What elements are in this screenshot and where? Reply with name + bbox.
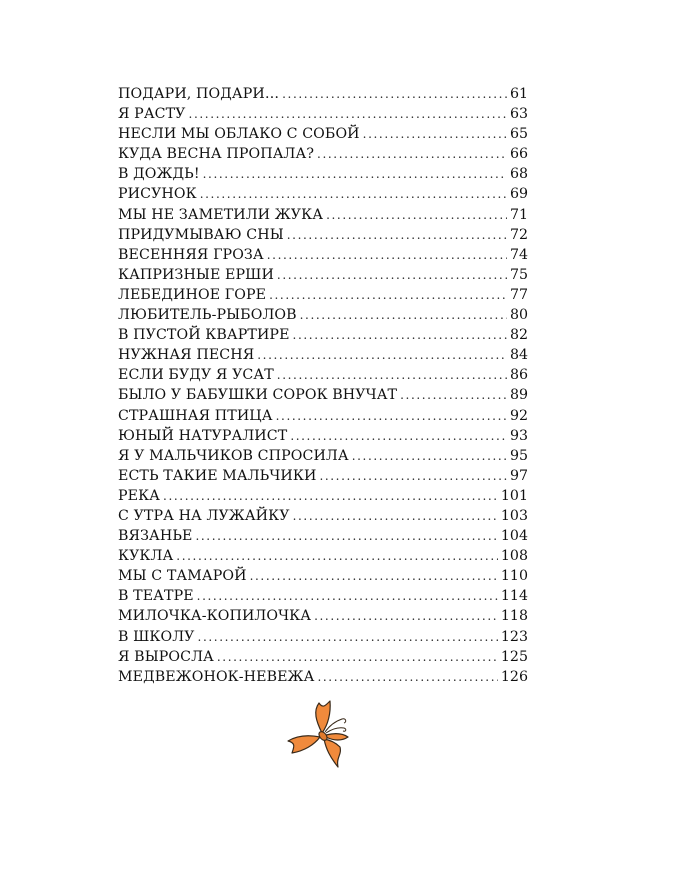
toc-leader-dots — [176, 546, 498, 566]
toc-entry-page: 92 — [509, 407, 528, 424]
toc-leader-dots — [319, 466, 507, 486]
toc-entry — [118, 104, 528, 124]
toc-entry — [118, 345, 528, 365]
toc-entry-page: 69 — [509, 186, 528, 203]
toc-entry-page: 103 — [500, 507, 528, 524]
toc-entry-page: 72 — [509, 226, 528, 243]
toc-leader-dots — [163, 486, 498, 506]
toc-entry — [118, 164, 528, 184]
toc-entry — [118, 365, 528, 385]
toc-leader-dots — [257, 345, 507, 365]
toc-entry-page: 95 — [509, 447, 528, 464]
table-of-contents — [118, 84, 528, 687]
toc-entry-page: 97 — [509, 467, 528, 484]
toc-entry-title: МЕДВЕЖОНОК-НЕВЕЖА — [118, 668, 315, 685]
toc-leader-dots — [293, 506, 498, 526]
toc-entry — [118, 506, 528, 526]
toc-entry — [118, 566, 528, 586]
toc-entry-title: ЛЕБЕДИНОЕ ГОРЕ — [118, 286, 267, 303]
toc-leader-dots — [250, 566, 498, 586]
toc-leader-dots — [326, 205, 507, 225]
toc-entry — [118, 205, 528, 225]
toc-entry — [118, 265, 528, 285]
toc-entry-page: 101 — [500, 487, 528, 504]
toc-entry-title: ПОДАРИ, ПОДАРИ… — [118, 86, 280, 102]
toc-entry-page: 86 — [509, 367, 528, 384]
toc-entry-title: МЫ НЕ ЗАМЕТИЛИ ЖУКА — [118, 206, 324, 223]
toc-entry-title: В ТЕАТРЕ — [118, 588, 194, 605]
toc-entry — [118, 245, 528, 265]
toc-leader-dots — [282, 84, 507, 104]
toc-entry — [118, 184, 528, 204]
toc-entry-title: РИСУНОК — [118, 186, 197, 203]
toc-entry-page: 93 — [509, 427, 528, 444]
toc-leader-dots — [352, 446, 507, 466]
toc-entry-page: 104 — [500, 528, 528, 545]
toc-entry-title: С УТРА НА ЛУЖАЙКУ — [118, 507, 290, 524]
toc-entry-title: ЮНЫЙ НАТУРАЛИСТ — [118, 427, 288, 444]
toc-entry — [118, 385, 528, 405]
toc-leader-dots — [363, 124, 507, 144]
toc-entry-title: НУЖНАЯ ПЕСНЯ — [118, 347, 255, 364]
toc-entry — [118, 426, 528, 446]
toc-entry — [118, 225, 528, 245]
toc-entry — [118, 124, 528, 144]
toc-entry-page: 125 — [500, 648, 528, 665]
toc-entry — [118, 546, 528, 566]
toc-entry-page: 123 — [500, 628, 528, 645]
toc-entry-title: Я ВЫРОСЛА — [118, 648, 214, 665]
toc-entry-title: ЕСТЬ ТАКИЕ МАЛЬЧИКИ — [118, 467, 317, 484]
toc-entry-title: РЕКА — [118, 487, 161, 504]
butterfly-left-wing — [288, 736, 320, 753]
toc-entry-title: ПРИДУМЫВАЮ СНЫ — [118, 226, 284, 243]
toc-entry-title: МИЛОЧКА-КОПИЛОЧКА — [118, 608, 312, 625]
toc-leader-dots — [198, 627, 498, 647]
toc-entry-page: 68 — [509, 166, 528, 183]
toc-entry — [118, 84, 528, 104]
toc-entry-page: 89 — [509, 387, 528, 404]
toc-entry-page: 118 — [500, 608, 528, 625]
toc-entry-page: 82 — [509, 327, 528, 344]
toc-entry — [118, 486, 528, 506]
toc-entry-page: 126 — [500, 668, 528, 685]
toc-entry-title: НЕСЛИ МЫ ОБЛАКО С СОБОЙ — [118, 126, 360, 143]
toc-entry — [118, 285, 528, 305]
toc-entry — [118, 406, 528, 426]
toc-leader-dots — [317, 144, 507, 164]
toc-entry-page: 66 — [509, 146, 528, 163]
toc-entry — [118, 647, 528, 667]
toc-leader-dots — [277, 265, 507, 285]
toc-entry — [118, 305, 528, 325]
toc-leader-dots — [277, 365, 507, 385]
toc-entry-page: 65 — [509, 126, 528, 143]
toc-entry-page: 74 — [509, 246, 528, 263]
toc-entry-title: КУКЛА — [118, 548, 174, 565]
toc-entry — [118, 446, 528, 466]
toc-entry — [118, 526, 528, 546]
toc-entry — [118, 667, 528, 687]
toc-entry — [118, 144, 528, 164]
toc-entry-title: БЫЛО У БАБУШКИ СОРОК ВНУЧАТ — [118, 387, 398, 404]
toc-leader-dots — [300, 305, 507, 325]
toc-leader-dots — [290, 426, 507, 446]
toc-entry-page: 63 — [509, 106, 528, 123]
toc-entry — [118, 325, 528, 345]
toc-leader-dots — [293, 325, 507, 345]
toc-entry — [118, 627, 528, 647]
toc-leader-dots — [317, 667, 497, 687]
toc-entry-page: 71 — [509, 206, 528, 223]
butterfly-lower-wing — [324, 739, 340, 767]
toc-entry-page: 75 — [509, 266, 528, 283]
toc-entry-page: 61 — [509, 86, 528, 102]
toc-entry — [118, 606, 528, 626]
toc-entry-title: ЛЮБИТЕЛЬ-РЫБОЛОВ — [118, 307, 297, 324]
toc-entry-title: КАПРИЗНЫЕ ЕРШИ — [118, 266, 274, 283]
butterfly-icon — [286, 699, 358, 771]
toc-leader-dots — [217, 647, 498, 667]
toc-entry-title: СТРАШНАЯ ПТИЦА — [118, 407, 273, 424]
toc-leader-dots — [314, 606, 498, 626]
toc-leader-dots — [200, 184, 507, 204]
toc-entry-title: ЕСЛИ БУДУ Я УСАТ — [118, 367, 274, 384]
toc-entry-title: ВЯЗАНЬЕ — [118, 528, 193, 545]
toc-leader-dots — [267, 245, 507, 265]
toc-leader-dots — [189, 104, 507, 124]
toc-leader-dots — [195, 526, 497, 546]
toc-entry-title: Я У МАЛЬЧИКОВ СПРОСИЛА — [118, 447, 349, 464]
toc-entry-page: 77 — [509, 286, 528, 303]
toc-entry-page: 80 — [509, 307, 528, 324]
toc-entry-title: В ШКОЛУ — [118, 628, 195, 645]
toc-entry-page: 84 — [509, 347, 528, 364]
butterfly-antenna — [326, 728, 346, 733]
toc-entry-title: МЫ С ТАМАРОЙ — [118, 568, 247, 585]
toc-leader-dots — [276, 406, 507, 426]
toc-entry-title: В ПУСТОЙ КВАРТИРЕ — [118, 327, 290, 344]
toc-entry-title: В ДОЖДЬ! — [118, 166, 200, 183]
toc-entry-page: 114 — [500, 588, 528, 605]
butterfly-right-wing — [326, 734, 348, 740]
toc-leader-dots — [197, 586, 498, 606]
toc-leader-dots — [203, 164, 507, 184]
toc-entry-title: ВЕСЕННЯЯ ГРОЗА — [118, 246, 264, 263]
toc-entry — [118, 466, 528, 486]
toc-leader-dots — [269, 285, 507, 305]
toc-leader-dots — [400, 385, 507, 405]
toc-entry-title: КУДА ВЕСНА ПРОПАЛА? — [118, 146, 315, 163]
toc-entry-page: 108 — [500, 548, 528, 565]
toc-leader-dots — [287, 225, 507, 245]
toc-entry-title: Я РАСТУ — [118, 106, 186, 123]
toc-entry-page: 110 — [500, 568, 528, 585]
toc-entry — [118, 586, 528, 606]
